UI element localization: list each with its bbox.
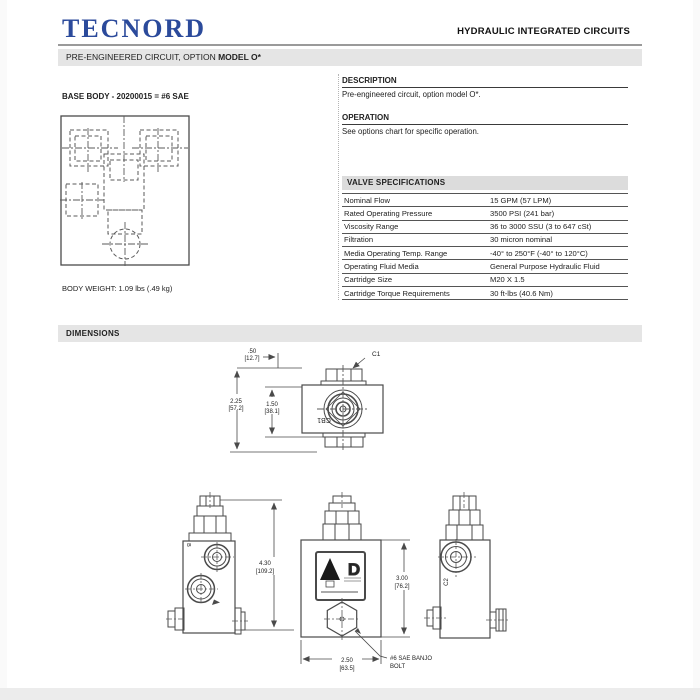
dimension-top-section-view	[225, 345, 445, 469]
description-heading: DESCRIPTION	[342, 76, 628, 88]
plan-view-hidden-lines	[66, 130, 178, 259]
spec-value: 36 to 3000 SSU (3 to 647 cSt)	[490, 222, 592, 232]
spec-value: General Purpose Hydraulic Fluid	[490, 261, 600, 271]
spec-label: Operating Fluid Media	[344, 261, 419, 271]
banjo-leader	[355, 628, 387, 658]
base-body-title: BASE BODY - 20200015 = #6 SAE	[62, 92, 189, 101]
spec-value: 30 ft-lbs (40.6 Nm)	[490, 288, 553, 298]
operation-text: See options chart for specific operation.	[342, 127, 479, 136]
center-front-view	[301, 496, 381, 637]
dimension-front-side-views	[158, 488, 525, 688]
table-row	[342, 234, 628, 247]
spec-label: Cartridge Size	[344, 275, 393, 285]
spec-value: 15 GPM (57 LPM)	[490, 195, 552, 205]
header-right-title: HYDRAULIC INTEGRATED CIRCUITS	[457, 26, 630, 37]
left-side-view	[168, 496, 245, 634]
port-cb1-label: CB1	[317, 416, 331, 423]
dim-width-top-mm: [12.7]	[244, 356, 260, 362]
plan-view-centerlines	[60, 116, 188, 266]
table-row	[342, 207, 628, 220]
dim-height-left-in: 4.30	[259, 561, 271, 567]
banjo-note-line2: BOLT	[390, 664, 406, 670]
spec-value: 3500 PSI (241 bar)	[490, 208, 555, 218]
body-weight-note: BODY WEIGHT: 1.09 lbs (.49 kg)	[62, 284, 173, 293]
spec-label: Media Operating Temp. Range	[344, 248, 448, 258]
dim-width-bottom-mm: [63.5]	[339, 666, 355, 672]
header-rule	[58, 44, 642, 46]
right-view-centerlines	[424, 492, 510, 620]
dim-height-inner-mm: [38.1]	[264, 409, 280, 415]
spec-label: Filtration	[344, 235, 374, 245]
dim-width-bottom-in: 2.50	[341, 658, 353, 664]
page-edge-right	[693, 0, 700, 700]
title-prefix: PRE-ENGINEERED CIRCUIT, OPTION	[66, 52, 219, 62]
table-row	[342, 194, 628, 207]
spec-value: -40° to 250°F (-40° to 120°C)	[490, 248, 588, 258]
port-c1-label: C1	[372, 351, 381, 358]
table-row	[342, 221, 628, 234]
valve-body-section	[302, 369, 383, 447]
table-row	[342, 287, 628, 300]
dim-width-top-in: .50	[247, 349, 257, 355]
table-row	[342, 260, 628, 273]
valve-specifications-table	[342, 193, 628, 300]
title-model: MODEL O*	[218, 52, 261, 62]
dim-height-right-mm: [76.2]	[394, 584, 410, 590]
table-row	[342, 274, 628, 287]
dimensions-heading: DIMENSIONS	[58, 325, 642, 342]
port-b-label: B	[185, 543, 191, 547]
port-a-arrow	[212, 600, 220, 606]
spec-value: M20 X 1.5	[490, 275, 525, 285]
dim-height-inner-in: 1.50	[266, 402, 278, 408]
title-bar	[58, 49, 642, 66]
spec-label: Viscosity Range	[344, 222, 399, 232]
spec-label: Nominal Flow	[344, 195, 390, 205]
spec-value: 30 micron nominal	[490, 235, 553, 245]
label-logo-d: D	[347, 560, 361, 579]
valve-specifications-heading: VALVE SPECIFICATIONS	[342, 176, 628, 190]
plan-view-outline	[61, 116, 189, 265]
spec-label: Cartridge Torque Requirements	[344, 288, 450, 298]
description-text: Pre-engineered circuit, option model O*.	[342, 90, 481, 99]
page-edge-left	[0, 0, 7, 700]
table-row	[342, 247, 628, 260]
banjo-note-line1: #6 SAE BANJO	[390, 656, 433, 662]
spec-label: Rated Operating Pressure	[344, 208, 433, 218]
dim-height-outer-in: 2.25	[230, 399, 242, 405]
dim-height-right-in: 3.00	[396, 576, 408, 582]
dim-height-left-mm: [109.2]	[255, 569, 275, 575]
base-body-plan-drawing	[60, 110, 195, 272]
column-divider	[338, 74, 339, 300]
brand-logo: TECNORD	[62, 14, 207, 43]
page-edge-bottom	[0, 688, 700, 700]
port-c2-label: C2	[444, 578, 450, 586]
operation-heading: OPERATION	[342, 113, 628, 125]
right-side-view	[427, 496, 506, 638]
dim-height-outer-mm: [57.2]	[228, 406, 244, 412]
